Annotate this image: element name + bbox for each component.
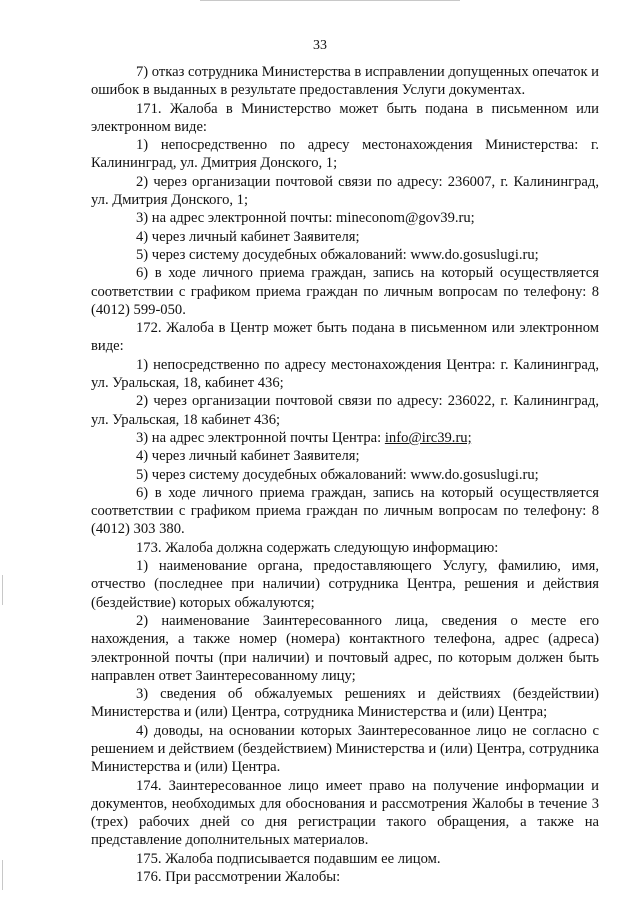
paragraph-172-item-3-text: 3) на адрес электронной почты Центра: bbox=[136, 429, 385, 446]
paragraph-171-item-6: 6) в ходе личного приема граждан, запись на который осуществляется соответствии с графиком приема граждан по личным вопросам по телефону: 8 (4012) 599-050. bbox=[91, 265, 599, 318]
scan-edge-mark-left-1 bbox=[2, 575, 3, 605]
paragraph-173-item-4: 4) доводы, на основании которых Заинтересованное лицо не согласно с решением и действием (бездействием) Министерства и (или) Центра, сотрудника Министерства и (или) Центра. bbox=[91, 722, 599, 776]
paragraph-172-item-5: 5) через систему досудебных обжалований: www.do.gosuslugi.ru; bbox=[136, 466, 539, 483]
paragraph-171-item-2: 2) через организации почтовой связи по адресу: 236007, г. Калининград, ул. Дмитрия Донского, 1; bbox=[91, 173, 599, 209]
paragraph-171-item-4: 4) через личный кабинет Заявителя; bbox=[136, 228, 360, 245]
paragraph-172-item-4: 4) через личный кабинет Заявителя; bbox=[136, 448, 360, 465]
paragraph-172-item-1: 1) непосредственно по адресу местонахождения Центра: г. Калининград, ул. Уральская, 18, кабинет 436; bbox=[91, 356, 599, 392]
paragraph-171-item-1: 1) непосредственно по адресу местонахождения Министерства: г. Калининград, ул. Дмитрия Донского, 1; bbox=[91, 137, 599, 172]
paragraph-173: 173. Жалоба должна содержать следующую информацию: bbox=[136, 539, 499, 556]
paragraph-172-item-2: 2) через организации почтовой связи по адресу: 236022, г. Калининград, ул. Уральская, 18 кабинет 436; bbox=[91, 393, 599, 428]
paragraph-173-item-3: 3) сведения об обжалуемых решениях и действиях (бездействии) Министерства и (или) Центра, сотрудника Министерства и (или) Центра; bbox=[91, 686, 599, 721]
paragraph-173-item-2: 2) наименование Заинтересованного лица, сведения о месте его нахождения, а также номер (номера) контактного телефона, адрес (адреса) электронной почты (при наличии) и почтовый адрес, по которым должен быть направлен ответ Заинтересованному лицу; bbox=[91, 612, 599, 684]
paragraph-176: 176. При рассмотрении Жалобы: bbox=[136, 869, 341, 886]
paragraph-171-item-3: 3) на адрес электронной почты: mineconom@gov39.ru; bbox=[136, 210, 475, 227]
paragraph-171: 171. Жалоба в Министерство может быть подана в письменном или электронном виде: bbox=[91, 100, 599, 135]
email-link-irc39[interactable]: info@irc39.ru; bbox=[384, 429, 472, 446]
paragraph-172-item-3 bbox=[91, 429, 599, 447]
paragraph-172-item-6: 6) в ходе личного приема граждан, запись на который осуществляется соответствии с графиком приема граждан по личным вопросам по телефону: 8 (4012) 303 380. bbox=[91, 484, 599, 538]
paragraph-174: 174. Заинтересованное лицо имеет право на получение информации и документов, необходимых для обоснования и рассмотрения Жалобы в течение 3 (трех) рабочих дней со дня регистрации такого обращения, а также на представление дополнительных материалов. bbox=[91, 777, 599, 849]
paragraph-7-refusal: 7) отказ сотрудника Министерства в исправлении допущенных опечаток и ошибок в выданных в результате предоставления Услуги документах. bbox=[91, 64, 599, 99]
paragraph-172: 172. Жалоба в Центр может быть подана в письменном или электронном виде: bbox=[91, 320, 599, 355]
scan-edge-mark-left-2 bbox=[2, 860, 3, 890]
paragraph-171-item-5: 5) через систему досудебных обжалований: www.do.gosuslugi.ru; bbox=[136, 246, 539, 263]
scan-edge-mark-top bbox=[200, 0, 460, 1]
page-number: 33 bbox=[313, 38, 327, 53]
document-body bbox=[91, 60, 599, 886]
paragraph-173-item-1: 1) наименование органа, предоставляющего Услугу, фамилию, имя, отчество (последнее при наличии) сотрудника Центра, решения и действия (бездействие) которых обжалуются; bbox=[91, 558, 599, 611]
paragraph-175: 175. Жалоба подписывается подавшим ее лицом. bbox=[136, 850, 441, 867]
